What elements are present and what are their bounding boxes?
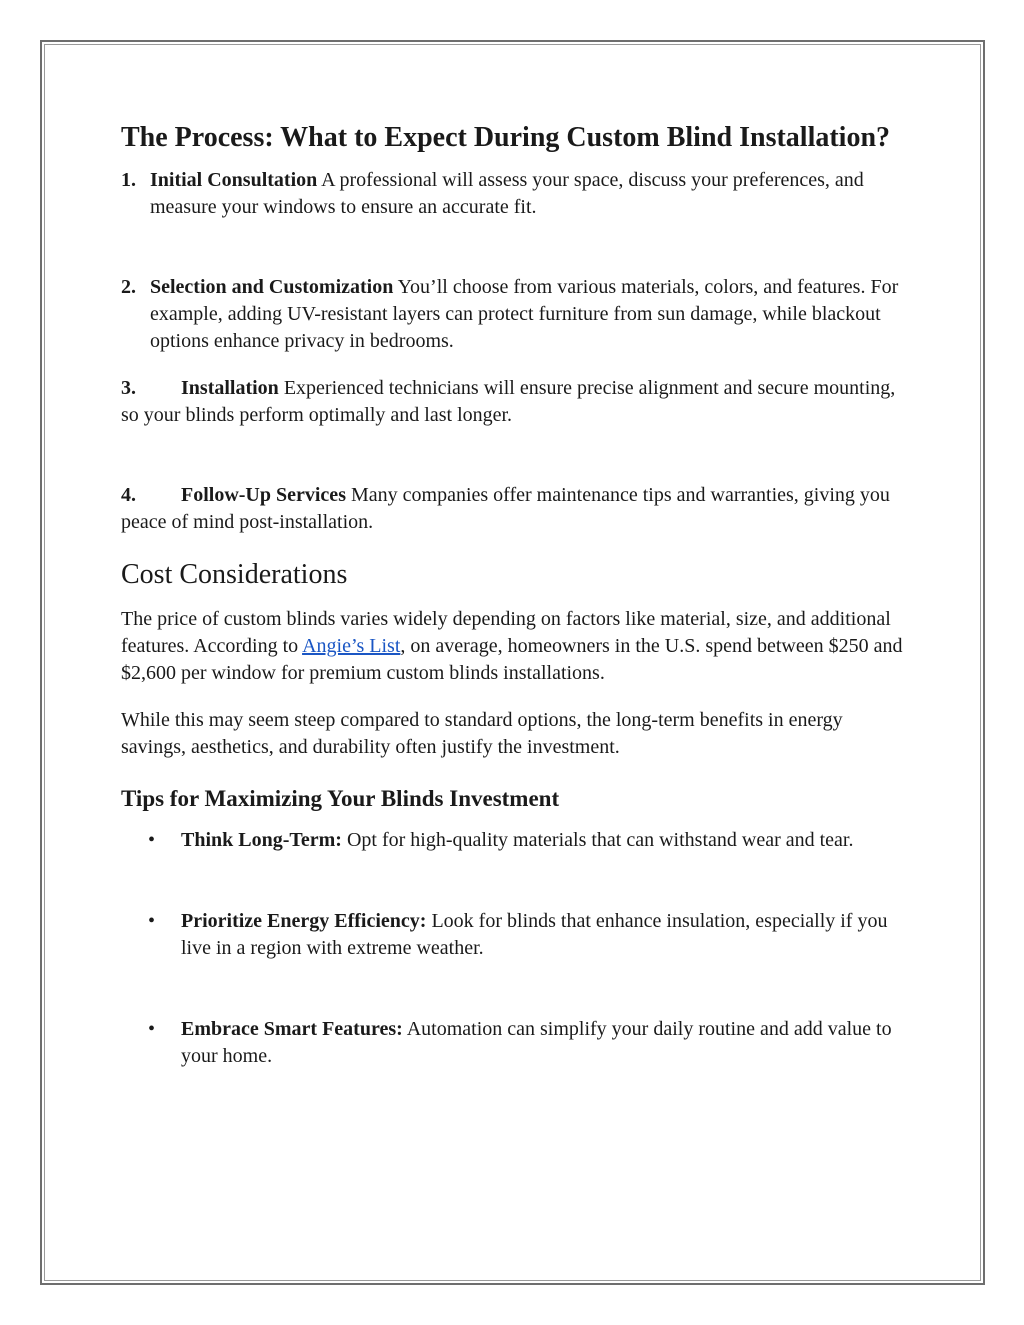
tip-energy-efficiency bbox=[121, 908, 911, 962]
cost-heading: Cost Considerations bbox=[121, 559, 348, 590]
step-number: 1. bbox=[121, 169, 136, 191]
cost-text-before-link: The price of custom blinds varies widely depending on factors like material, size, and additional features. According to bbox=[121, 608, 891, 657]
tip-smart-features bbox=[121, 1016, 911, 1070]
tip-title: Prioritize Energy Efficiency: bbox=[181, 910, 427, 932]
step-number: 2. bbox=[121, 276, 136, 298]
step-follow-up bbox=[121, 482, 911, 536]
bullet-icon: • bbox=[148, 829, 156, 851]
step-text: You’ll choose from various materials, colors, and features. For example, adding UV-resistant layers can protect furniture from sun damage, while blackout options enhance privacy in bedrooms. bbox=[150, 276, 899, 352]
step-text: Experienced technicians will ensure precise alignment and secure mounting, so your blinds perform optimally and last longer. bbox=[121, 377, 896, 426]
document-body bbox=[121, 120, 911, 1070]
cost-paragraph bbox=[121, 606, 911, 687]
bullet-icon: • bbox=[148, 910, 156, 932]
cost-text-after-link: , on average, homeowners in the U.S. spend between $250 and $2,600 per window for premium custom blinds installations. bbox=[121, 635, 903, 684]
step-number: 4. bbox=[121, 484, 136, 506]
tip-text: Opt for high-quality materials that can withstand wear and tear. bbox=[346, 829, 854, 851]
step-selection-customization bbox=[121, 274, 911, 355]
step-title: Installation bbox=[181, 377, 279, 399]
step-number: 3. bbox=[121, 377, 136, 399]
tip-text: Look for blinds that enhance insulation, especially if you live in a region with extreme weather. bbox=[181, 910, 888, 959]
angies-list-link[interactable]: Angie’s List bbox=[302, 635, 401, 657]
bullet-icon: • bbox=[148, 1018, 156, 1040]
investment-paragraph: While this may seem steep compared to standard options, the long-term benefits in energy savings, aesthetics, and durability often justify the investment. bbox=[121, 709, 843, 758]
step-text: A professional will assess your space, discuss your preferences, and measure your windows to ensure an accurate fit. bbox=[150, 169, 864, 218]
tip-title: Embrace Smart Features: bbox=[181, 1018, 403, 1040]
step-title: Initial Consultation bbox=[150, 169, 318, 191]
step-title: Selection and Customization bbox=[150, 276, 394, 298]
step-initial-consultation bbox=[121, 167, 911, 221]
tips-heading: Tips for Maximizing Your Blinds Investment bbox=[121, 786, 560, 811]
tip-text: Automation can simplify your daily routine and add value to your home. bbox=[181, 1018, 892, 1067]
step-text: Many companies offer maintenance tips and warranties, giving you peace of mind post-installation. bbox=[121, 484, 890, 533]
step-title: Follow-Up Services bbox=[181, 484, 346, 506]
tip-think-long-term bbox=[121, 827, 911, 854]
process-heading: The Process: What to Expect During Custom Blind Installation? bbox=[121, 122, 891, 153]
step-installation bbox=[121, 375, 911, 429]
tip-title: Think Long-Term: bbox=[181, 829, 342, 851]
